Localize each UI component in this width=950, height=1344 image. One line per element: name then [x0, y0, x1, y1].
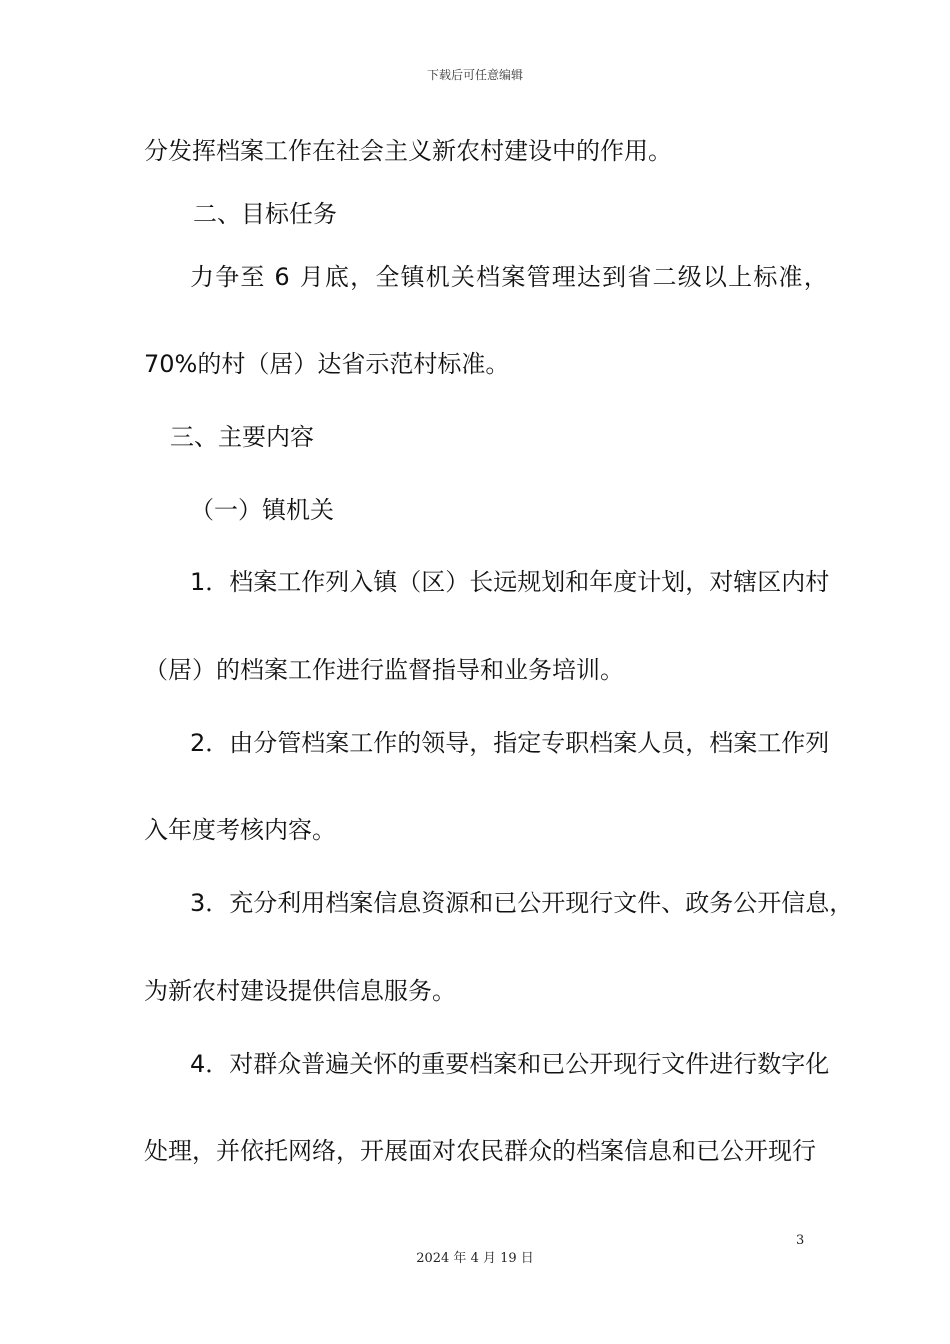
paragraph-line: 分发挥档案工作在社会主义新农村建设中的作用。 — [144, 137, 672, 165]
paragraph-line: 为新农村建设提供信息服务。 — [144, 977, 456, 1005]
page-header: 下载后可任意编辑 — [426, 68, 523, 82]
section-heading: 三、主要内容 — [170, 423, 314, 451]
subsection-heading: （一）镇机关 — [190, 496, 334, 524]
paragraph-line: 入年度考核内容。 — [144, 816, 336, 844]
page-number: 3 — [796, 1233, 805, 1248]
list-item: 4．对群众普遍关怀的重要档案和已公开现行文件进行数字化 — [190, 1050, 830, 1078]
page-footer-date: 2024 年 4 月 19 日 — [416, 1251, 534, 1266]
list-item: 2．由分管档案工作的领导，指定专职档案人员，档案工作列 — [190, 729, 830, 757]
paragraph-line: 处理，并依托网络，开展面对农民群众的档案信息和已公开现行 — [144, 1137, 816, 1165]
list-item: 1．档案工作列入镇（区）长远规划和年度计划，对辖区内村 — [190, 568, 830, 596]
list-item: 3．充分利用档案信息资源和已公开现行文件、政务公开信息， — [190, 889, 854, 917]
section-heading: 二、目标任务 — [193, 200, 337, 228]
paragraph-line: 70%的村（居）达省示范村标准。 — [144, 350, 510, 378]
paragraph-line: 力争至 6 月底，全镇机关档案管理达到省二级以上标准， — [190, 263, 829, 291]
paragraph-line: （居）的档案工作进行监督指导和业务培训。 — [144, 656, 624, 684]
